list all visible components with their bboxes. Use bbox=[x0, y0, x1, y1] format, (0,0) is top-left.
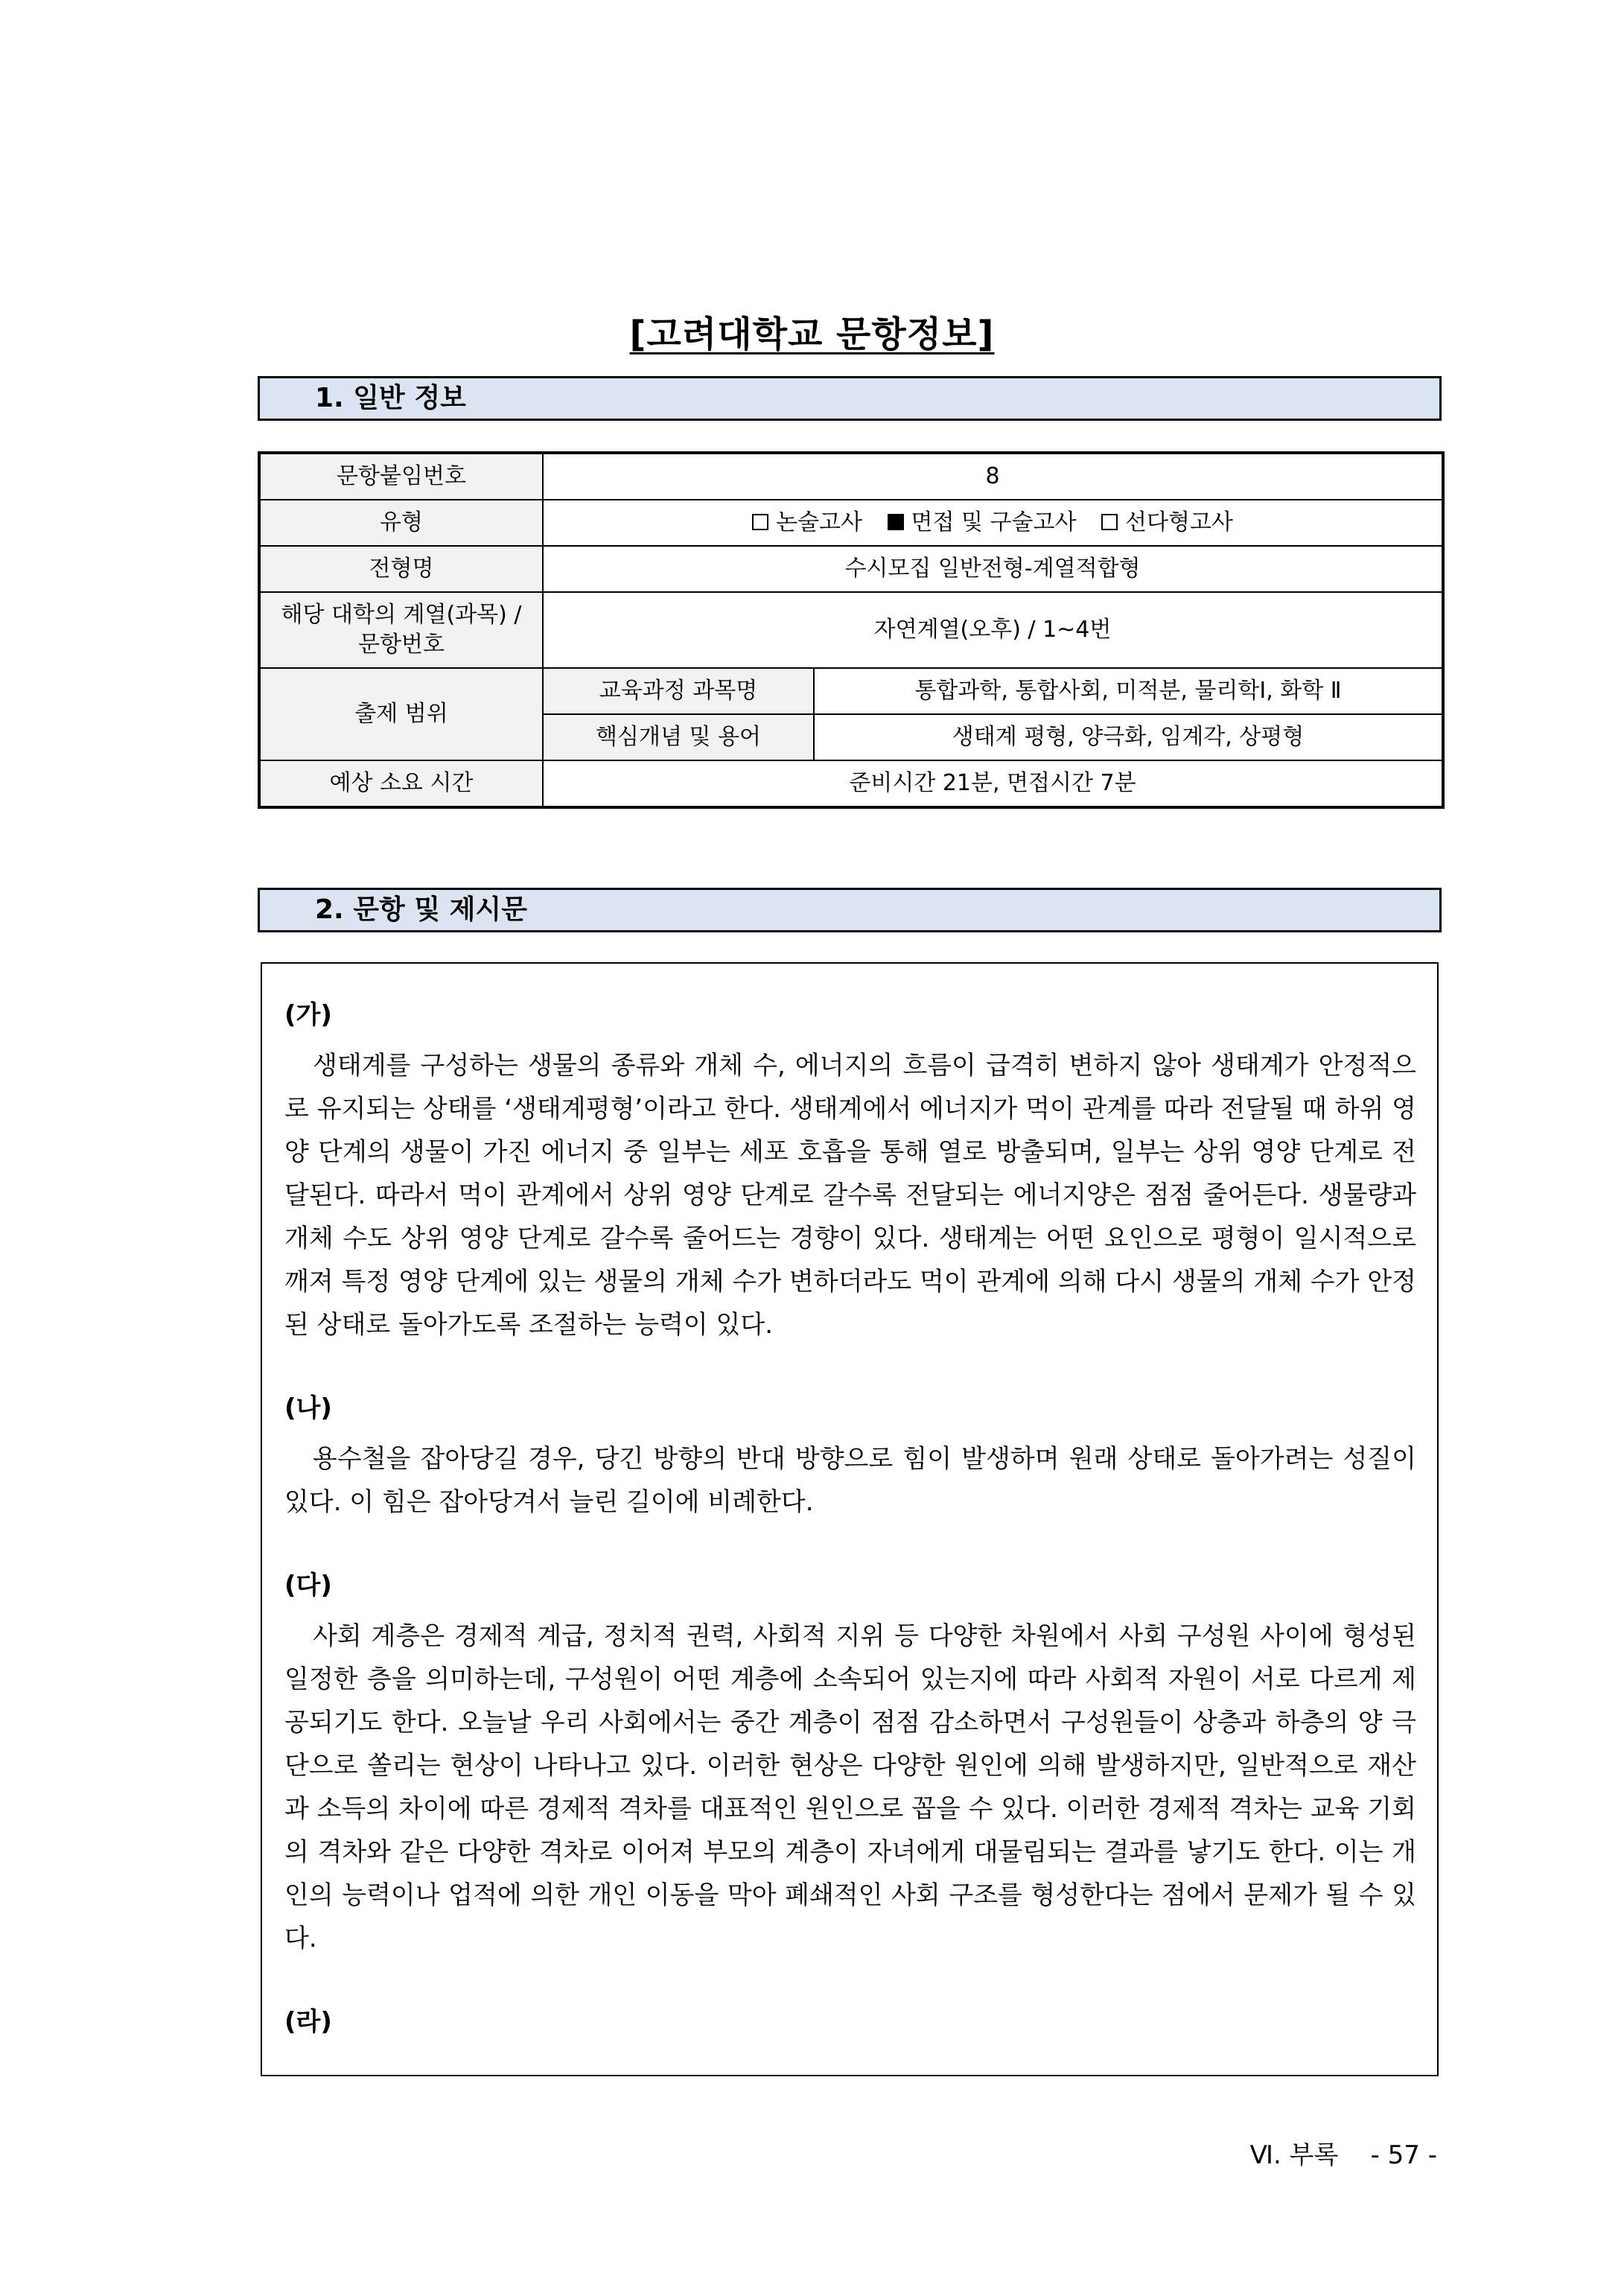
page-number: - 57 - bbox=[1370, 2140, 1437, 2170]
curriculum-value: 통합과학, 통합사회, 미적분, 물리학Ⅰ, 화학 Ⅱ bbox=[814, 668, 1443, 714]
checkbox-unchecked-icon bbox=[752, 514, 768, 530]
table-row bbox=[259, 760, 1443, 807]
type-option-interview: 면접 및 구술고사 bbox=[888, 509, 1077, 535]
document-title: [고려대학교 문항정보] bbox=[629, 314, 995, 355]
info-table bbox=[258, 451, 1445, 809]
type-label: 유형 bbox=[259, 500, 543, 546]
table-row bbox=[259, 592, 1443, 668]
dept-label: 해당 대학의 계열(과목) / 문항번호 bbox=[259, 592, 543, 668]
type-options bbox=[543, 500, 1443, 546]
track-label: 전형명 bbox=[259, 546, 543, 592]
item-number-label: 문항붙임번호 bbox=[259, 453, 543, 500]
passage-label-na: (나) bbox=[284, 1393, 332, 1423]
type-option-essay: 논술고사 bbox=[752, 509, 862, 535]
item-number-value: 8 bbox=[543, 453, 1443, 500]
checkbox-unchecked-icon bbox=[1101, 514, 1118, 530]
passage-label-da: (다) bbox=[284, 1571, 332, 1600]
section-general-info-header: 1. 일반 정보 bbox=[258, 376, 1442, 421]
track-value: 수시모집 일반전형-계열적합형 bbox=[543, 546, 1443, 592]
passage-label-ra: (라) bbox=[284, 2007, 332, 2037]
page-footer bbox=[1250, 2134, 1437, 2171]
table-row bbox=[259, 668, 1443, 714]
time-value: 준비시간 21분, 면접시간 7분 bbox=[543, 760, 1443, 807]
passage-label-ga: (가) bbox=[284, 1000, 332, 1030]
footer-chapter: Ⅵ. 부록 bbox=[1249, 2140, 1339, 2170]
checkbox-checked-icon bbox=[888, 514, 904, 530]
concepts-value: 생태계 평형, 양극화, 임계각, 상평형 bbox=[814, 714, 1443, 760]
table-row bbox=[259, 453, 1443, 500]
type-option-multiple-choice: 선다형고사 bbox=[1101, 509, 1233, 535]
concepts-label: 핵심개념 및 용어 bbox=[543, 714, 814, 760]
section-questions-header: 2. 문항 및 제시문 bbox=[258, 888, 1442, 932]
time-label: 예상 소요 시간 bbox=[259, 760, 543, 807]
scope-label: 출제 범위 bbox=[259, 668, 543, 760]
curriculum-label: 교육과정 과목명 bbox=[543, 668, 814, 714]
dept-value: 자연계열(오후) / 1~4번 bbox=[543, 592, 1443, 668]
passage-text-ga: 생태계를 구성하는 생물의 종류와 개체 수, 에너지의 흐름이 급격히 변하지 않아 생태계가 안정적으로 유지되는 상태를 ‘생태계평형’이라고 한다. 생태계에서 에너지가 먹이 관계를 따라 전달될 때 하위 영양 단계의 생물이 가진 에너지 중 일부는 세포 호흡을 통해 열로 방출되며, 일부는 상위 영양 단계로 전달된다. 따라서 먹이 관계에서 상위 영양 단계로 갈수록 전달되는 에너지양은 점점 줄어든다. 생물량과 개체 수도 상위 영양 단계로 갈수록 줄어드는 경향이 있다. 생태계는 어떤 요인으로 평형이 일시적으로 깨져 특정 영양 단계에 있는 생물의 개체 수가 변하더라도 먹이 관계에 의해 다시 생물의 개체 수가 안정된 상태로 돌아가도록 조절하는 능력이 있다. bbox=[284, 1051, 1416, 1340]
passage-box bbox=[261, 962, 1439, 2076]
table-row bbox=[259, 500, 1443, 546]
passage-text-na: 용수철을 잡아당길 경우, 당긴 방향의 반대 방향으로 힘이 발생하며 원래 상태로 돌아가려는 성질이 있다. 이 힘은 잡아당겨서 늘린 길이에 비례한다. bbox=[284, 1444, 1416, 1517]
table-row bbox=[259, 546, 1443, 592]
passage-text-da: 사회 계층은 경제적 계급, 정치적 권력, 사회적 지위 등 다양한 차원에서 사회 구성원 사이에 형성된 일정한 층을 의미하는데, 구성원이 어떤 계층에 소속되어 있는지에 따라 사회적 자원이 서로 다르게 제공되기도 한다. 오늘날 우리 사회에서는 중간 계층이 점점 감소하면서 구성원들이 상층과 하층의 양 극단으로 쏠리는 현상이 나타나고 있다. 이러한 현상은 다양한 원인에 의해 발생하지만, 일반적으로 재산과 소득의 차이에 따른 경제적 격차를 대표적인 원인으로 꼽을 수 있다. 이러한 경제적 격차는 교육 기회의 격차와 같은 다양한 격차로 이어져 부모의 계층이 자녀에게 대물림되는 결과를 낳기도 한다. 이는 개인의 능력이나 업적에 의한 개인 이동을 막아 폐쇄적인 사회 구조를 형성한다는 점에서 문제가 될 수 있다. bbox=[284, 1621, 1416, 1953]
